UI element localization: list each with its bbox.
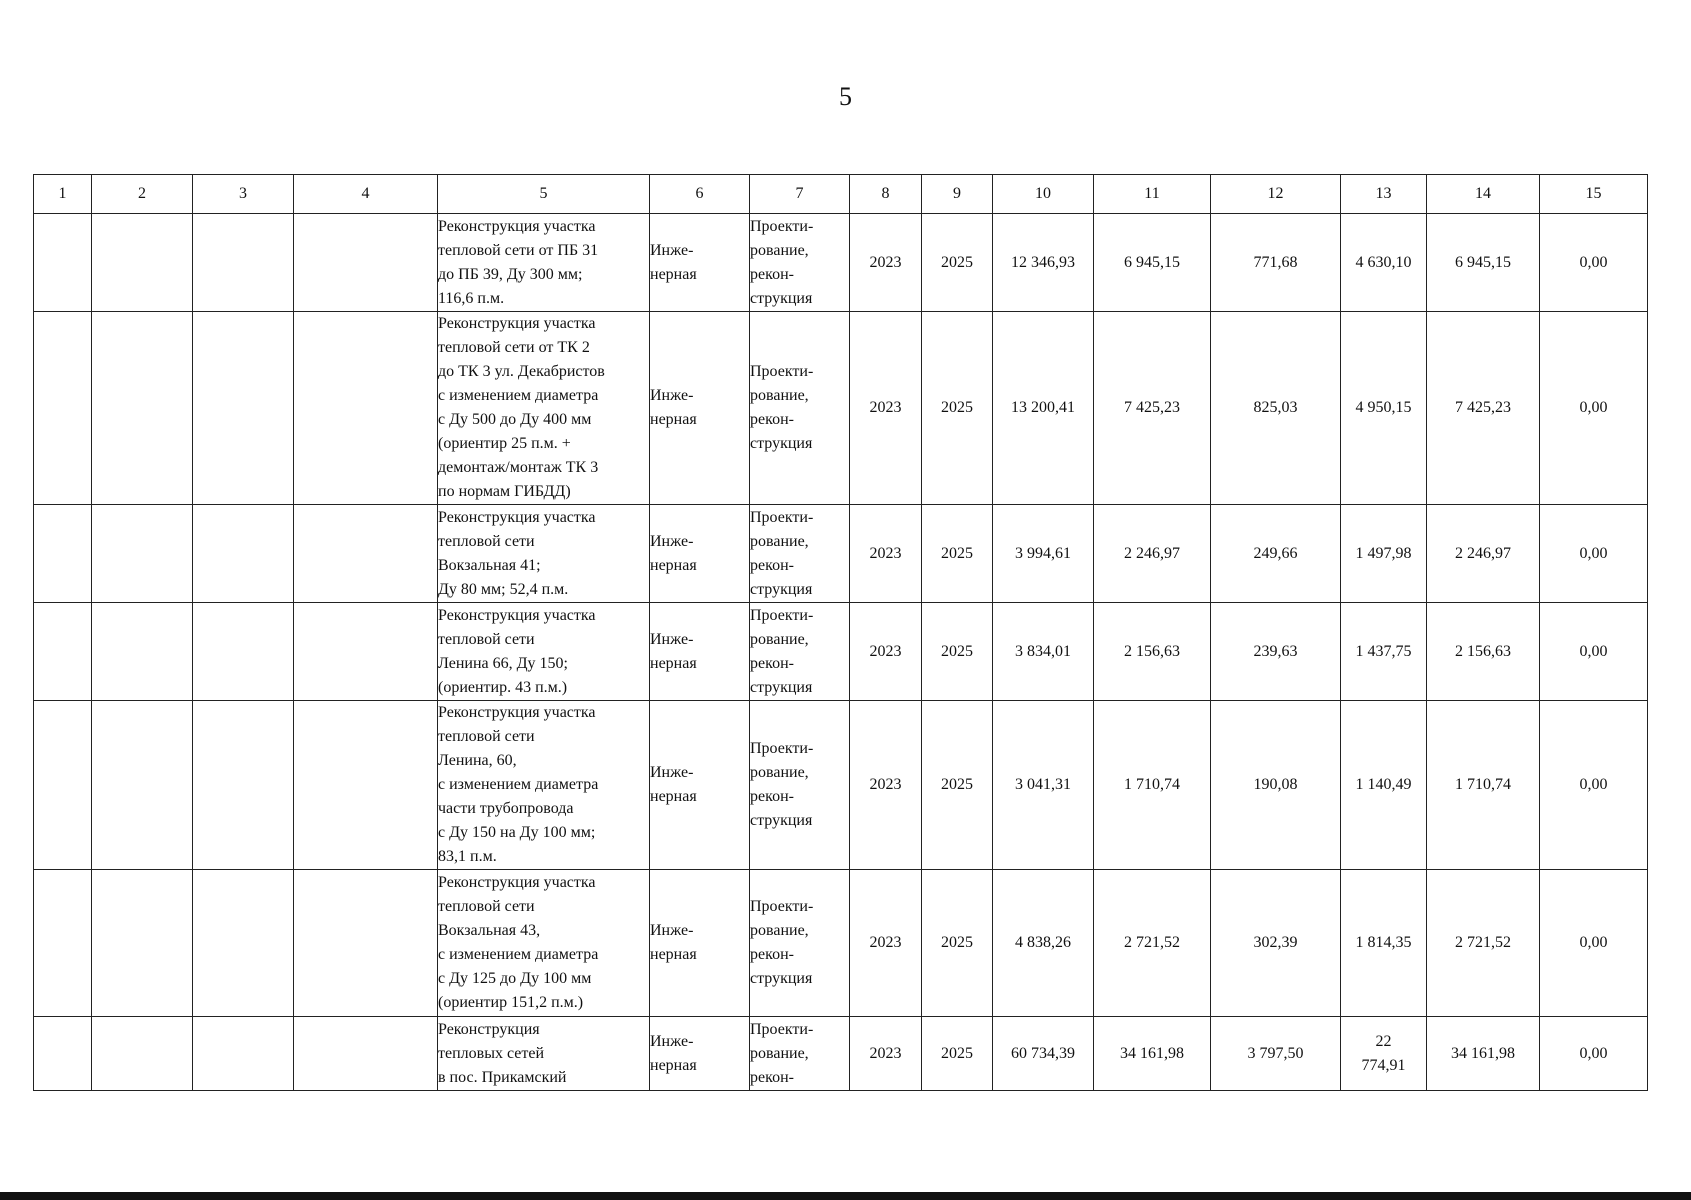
work-type-cell	[750, 870, 850, 1017]
cell-line: нерная	[650, 265, 697, 283]
cell-line: до ТК 3 ул. Декабристов	[438, 363, 605, 380]
facility-type-cell	[650, 505, 750, 603]
end-year-cell: 2025	[922, 214, 993, 312]
cell-line: тепловой сети	[438, 728, 535, 745]
cell-line: струкция	[750, 289, 813, 307]
project-name-cell	[438, 505, 650, 603]
empty-cell-col-3	[193, 701, 294, 870]
cell-line: Проекти-	[750, 606, 814, 624]
cost-col-15-cell: 0,00	[1540, 505, 1648, 603]
cell-line: Инже-	[650, 387, 694, 404]
facility-type-cell	[650, 214, 750, 312]
cell-line: Проекти-	[750, 1020, 814, 1038]
cell-line: нерная	[650, 654, 697, 672]
cell-line: тепловых сетей	[438, 1044, 544, 1062]
cost-col-14-cell: 6 945,15	[1427, 214, 1540, 312]
column-header-8: 8	[850, 175, 922, 214]
column-header-11: 11	[1094, 175, 1211, 214]
cost-col-13-cell: 1 140,49	[1341, 701, 1427, 870]
cost-col-15-cell: 0,00	[1540, 701, 1648, 870]
empty-cell-col-4	[294, 214, 438, 312]
empty-cell-col-2	[92, 214, 193, 312]
cost-col-13-cell: 1 814,35	[1341, 870, 1427, 1017]
cost-col-15-cell: 0,00	[1540, 1017, 1648, 1091]
table-row	[34, 312, 1648, 505]
cell-line: с Ду 125 до Ду 100 мм	[438, 970, 592, 987]
cost-col-12-cell: 771,68	[1211, 214, 1341, 312]
column-header-3: 3	[193, 175, 294, 214]
empty-cell-col-2	[92, 603, 193, 701]
empty-cell-col-3	[193, 870, 294, 1017]
cell-line: струкция	[750, 812, 813, 829]
start-year-cell: 2023	[850, 870, 922, 1017]
cell-line: нерная	[650, 411, 697, 428]
empty-cell-col-1	[34, 870, 92, 1017]
cost-col-15-cell: 0,00	[1540, 870, 1648, 1017]
facility-type-cell	[650, 312, 750, 505]
cost-col-13-cell: 4 630,10	[1341, 214, 1427, 312]
column-header-14: 14	[1427, 175, 1540, 214]
empty-cell-col-1	[34, 701, 92, 870]
start-year-cell: 2023	[850, 505, 922, 603]
empty-cell-col-1	[34, 603, 92, 701]
cell-line: в пос. Прикамский	[438, 1068, 567, 1086]
cell-line: Реконструкция	[438, 1020, 540, 1038]
cost-col-14-cell: 2 156,63	[1427, 603, 1540, 701]
cell-line: тепловой сети от ТК 2	[438, 339, 590, 356]
total-cost-cell: 60 734,39	[993, 1017, 1094, 1091]
column-header-15: 15	[1540, 175, 1648, 214]
cell-line: Инже-	[650, 922, 694, 939]
cost-col-11-cell: 6 945,15	[1094, 214, 1211, 312]
cell-line: Проекти-	[750, 508, 814, 526]
cell-line: рование,	[750, 387, 809, 404]
facility-type-cell	[650, 701, 750, 870]
end-year-cell: 2025	[922, 505, 993, 603]
cell-line: 774,91	[1361, 1056, 1406, 1074]
empty-cell-col-4	[294, 603, 438, 701]
cost-col-11-cell: 2 721,52	[1094, 870, 1211, 1017]
cell-line: рекон-	[750, 654, 794, 672]
cell-line: Реконструкция участка	[438, 315, 596, 332]
empty-cell-col-3	[193, 1017, 294, 1091]
project-name-cell	[438, 870, 650, 1017]
investment-program-table	[33, 174, 1648, 1091]
empty-cell-col-4	[294, 312, 438, 505]
cost-col-12-cell: 239,63	[1211, 603, 1341, 701]
cell-line: Ленина, 60,	[438, 752, 517, 769]
column-header-6: 6	[650, 175, 750, 214]
empty-cell-col-3	[193, 214, 294, 312]
work-type-cell	[750, 214, 850, 312]
cell-line: Вокзальная 41;	[438, 556, 541, 574]
cell-line: нерная	[650, 946, 697, 963]
total-cost-cell: 12 346,93	[993, 214, 1094, 312]
cell-line: демонтаж/монтаж ТК 3	[438, 459, 599, 476]
cell-line: Вокзальная 43,	[438, 922, 541, 939]
cost-col-11-cell: 1 710,74	[1094, 701, 1211, 870]
cell-line: Инже-	[650, 532, 694, 550]
start-year-cell: 2023	[850, 312, 922, 505]
table-row	[34, 505, 1648, 603]
empty-cell-col-4	[294, 1017, 438, 1091]
project-name-cell	[438, 603, 650, 701]
cell-line: с изменением диаметра	[438, 387, 599, 404]
cell-line: нерная	[650, 556, 697, 574]
column-header-2: 2	[92, 175, 193, 214]
cost-col-14-cell: 7 425,23	[1427, 312, 1540, 505]
cost-col-14-cell: 2 721,52	[1427, 870, 1540, 1017]
cell-line: Проекти-	[750, 898, 814, 915]
empty-cell-col-4	[294, 870, 438, 1017]
cell-line: рекон-	[750, 265, 794, 283]
cell-line: тепловой сети от ПБ 31	[438, 241, 599, 259]
cost-col-13-cell: 1 437,75	[1341, 603, 1427, 701]
empty-cell-col-2	[92, 505, 193, 603]
cell-line: до ПБ 39, Ду 300 мм;	[438, 265, 583, 283]
cell-line: струкция	[750, 580, 813, 598]
cell-line: рекон-	[750, 788, 794, 805]
work-type-cell	[750, 505, 850, 603]
total-cost-cell: 3 994,61	[993, 505, 1094, 603]
column-header-4: 4	[294, 175, 438, 214]
cell-line: рование,	[750, 922, 809, 939]
work-type-cell	[750, 312, 850, 505]
project-name-cell	[438, 701, 650, 870]
cell-line: с изменением диаметра	[438, 776, 599, 793]
start-year-cell: 2023	[850, 603, 922, 701]
total-cost-cell: 4 838,26	[993, 870, 1094, 1017]
cost-col-12-cell: 3 797,50	[1211, 1017, 1341, 1091]
start-year-cell: 2023	[850, 1017, 922, 1091]
column-header-7: 7	[750, 175, 850, 214]
cell-line: с изменением диаметра	[438, 946, 599, 963]
empty-cell-col-2	[92, 701, 193, 870]
cost-col-12-cell: 302,39	[1211, 870, 1341, 1017]
cell-line: Ленина 66, Ду 150;	[438, 654, 568, 672]
column-number-header-row	[34, 175, 1648, 214]
empty-cell-col-3	[193, 505, 294, 603]
empty-cell-col-4	[294, 701, 438, 870]
cell-line: Проекти-	[750, 217, 814, 235]
page-number: 5	[839, 82, 852, 111]
cell-line: тепловой сети	[438, 898, 535, 915]
cost-col-15-cell: 0,00	[1540, 214, 1648, 312]
cost-col-15-cell: 0,00	[1540, 603, 1648, 701]
cell-line: струкция	[750, 435, 813, 452]
empty-cell-col-1	[34, 214, 92, 312]
cell-line: нерная	[650, 1056, 697, 1074]
cell-line: рекон-	[750, 411, 794, 428]
cell-line: Проекти-	[750, 363, 814, 380]
cost-col-13-cell	[1341, 1017, 1427, 1091]
cell-line: рование,	[750, 764, 809, 781]
empty-cell-col-2	[92, 1017, 193, 1091]
cell-line: 22	[1375, 1032, 1392, 1050]
cell-line: Проекти-	[750, 740, 814, 757]
cell-line: Реконструкция участка	[438, 508, 596, 526]
work-type-cell	[750, 603, 850, 701]
cost-col-14-cell: 34 161,98	[1427, 1017, 1540, 1091]
cost-col-14-cell: 1 710,74	[1427, 701, 1540, 870]
total-cost-cell: 3 834,01	[993, 603, 1094, 701]
table-row	[34, 870, 1648, 1017]
column-header-12: 12	[1211, 175, 1341, 214]
table-row	[34, 701, 1648, 870]
cell-line: Инже-	[650, 630, 694, 648]
work-type-cell	[750, 1017, 850, 1091]
end-year-cell: 2025	[922, 870, 993, 1017]
cell-line: Реконструкция участка	[438, 704, 596, 721]
cost-col-11-cell: 7 425,23	[1094, 312, 1211, 505]
cell-line: Реконструкция участка	[438, 606, 596, 624]
cost-col-13-cell: 1 497,98	[1341, 505, 1427, 603]
end-year-cell: 2025	[922, 603, 993, 701]
start-year-cell: 2023	[850, 701, 922, 870]
cell-line: Инже-	[650, 241, 694, 259]
empty-cell-col-2	[92, 870, 193, 1017]
end-year-cell: 2025	[922, 701, 993, 870]
column-header-13: 13	[1341, 175, 1427, 214]
empty-cell-col-3	[193, 603, 294, 701]
total-cost-cell: 3 041,31	[993, 701, 1094, 870]
cell-line: с Ду 150 на Ду 100 мм;	[438, 824, 596, 841]
cell-line: тепловой сети	[438, 630, 535, 648]
empty-cell-col-1	[34, 505, 92, 603]
cost-col-11-cell: 34 161,98	[1094, 1017, 1211, 1091]
cell-line: рование,	[750, 630, 809, 648]
project-name-cell	[438, 1017, 650, 1091]
table-row	[34, 1017, 1648, 1091]
cell-line: рование,	[750, 1044, 809, 1062]
cell-line: Реконструкция участка	[438, 217, 596, 235]
column-header-1: 1	[34, 175, 92, 214]
cost-col-15-cell: 0,00	[1540, 312, 1648, 505]
empty-cell-col-2	[92, 312, 193, 505]
cell-line: (ориентир 151,2 п.м.)	[438, 994, 584, 1011]
column-header-9: 9	[922, 175, 993, 214]
scan-bottom-border	[0, 1192, 1691, 1200]
cell-line: рекон-	[750, 946, 794, 963]
cell-line: Инже-	[650, 764, 694, 781]
cell-line: струкция	[750, 970, 813, 987]
empty-cell-col-1	[34, 1017, 92, 1091]
facility-type-cell	[650, 603, 750, 701]
facility-type-cell	[650, 870, 750, 1017]
cell-line: 116,6 п.м.	[438, 289, 505, 307]
empty-cell-col-4	[294, 505, 438, 603]
cost-col-12-cell: 249,66	[1211, 505, 1341, 603]
cell-line: 83,1 п.м.	[438, 848, 497, 865]
empty-cell-col-3	[193, 312, 294, 505]
cost-col-11-cell: 2 246,97	[1094, 505, 1211, 603]
cost-col-11-cell: 2 156,63	[1094, 603, 1211, 701]
facility-type-cell	[650, 1017, 750, 1091]
table-row	[34, 214, 1648, 312]
cost-col-12-cell: 190,08	[1211, 701, 1341, 870]
cell-line: Ду 80 мм; 52,4 п.м.	[438, 580, 569, 598]
end-year-cell: 2025	[922, 312, 993, 505]
cell-line: рекон-	[750, 1068, 794, 1086]
cost-col-14-cell: 2 246,97	[1427, 505, 1540, 603]
end-year-cell: 2025	[922, 1017, 993, 1091]
cell-line: Инже-	[650, 1032, 694, 1050]
table-row	[34, 603, 1648, 701]
column-header-10: 10	[993, 175, 1094, 214]
cell-line: струкция	[750, 678, 813, 696]
cell-line: Реконструкция участка	[438, 874, 596, 891]
empty-cell-col-1	[34, 312, 92, 505]
cell-line: тепловой сети	[438, 532, 535, 550]
cell-line: рование,	[750, 532, 809, 550]
total-cost-cell: 13 200,41	[993, 312, 1094, 505]
column-header-5: 5	[438, 175, 650, 214]
cell-line: рование,	[750, 241, 809, 259]
cell-line: с Ду 500 до Ду 400 мм	[438, 411, 592, 428]
cell-line: (ориентир 25 п.м. +	[438, 435, 571, 452]
cell-line: рекон-	[750, 556, 794, 574]
cost-col-12-cell: 825,03	[1211, 312, 1341, 505]
work-type-cell	[750, 701, 850, 870]
cell-line: части трубопровода	[438, 800, 574, 817]
cost-col-13-cell: 4 950,15	[1341, 312, 1427, 505]
project-name-cell	[438, 214, 650, 312]
cell-line: нерная	[650, 788, 697, 805]
start-year-cell: 2023	[850, 214, 922, 312]
project-name-cell	[438, 312, 650, 505]
cell-line: по нормам ГИБДД)	[438, 483, 571, 500]
cell-line: (ориентир. 43 п.м.)	[438, 678, 568, 696]
